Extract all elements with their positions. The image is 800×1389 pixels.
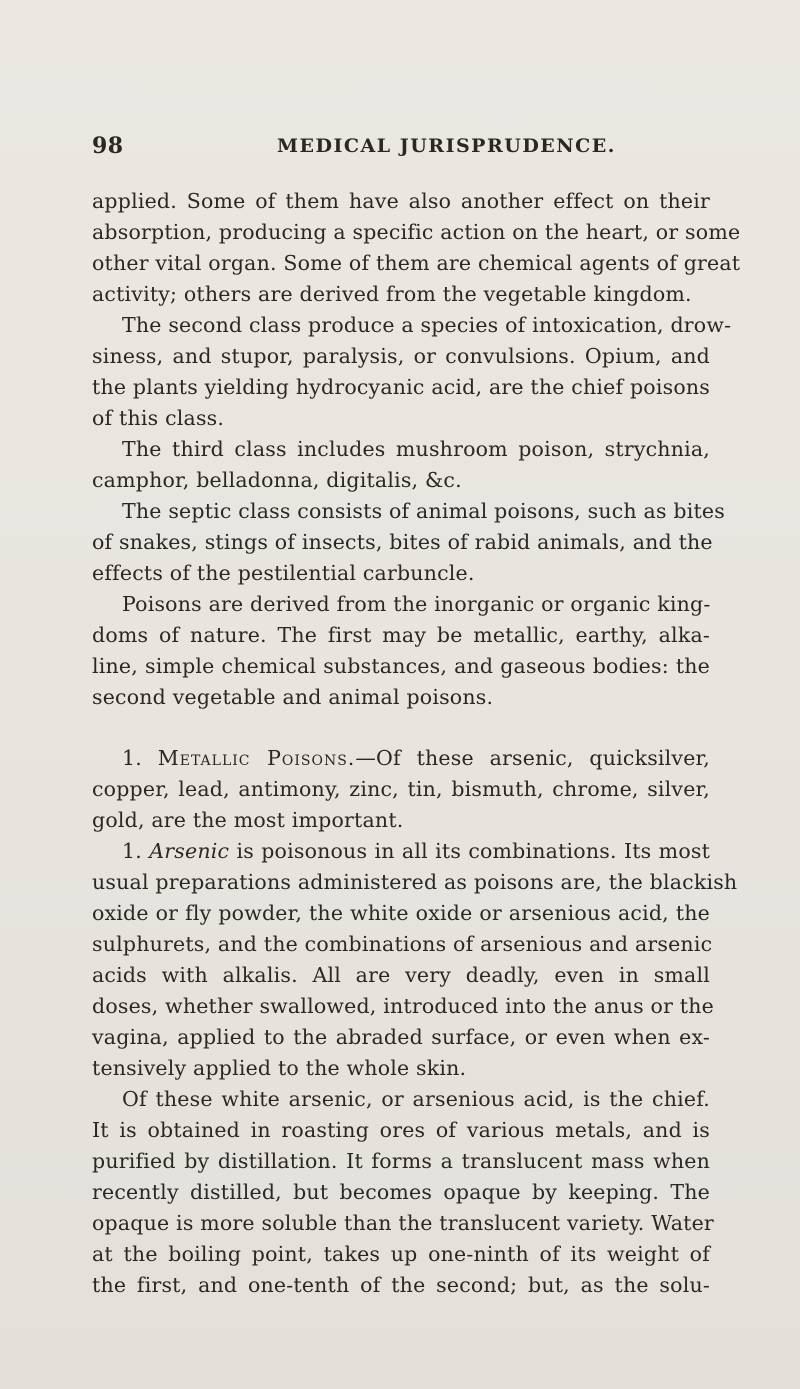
text-line: The septic class consists of animal poisons, such as bites (122, 499, 725, 523)
paragraph (92, 310, 732, 434)
item-number: 1. (122, 839, 142, 863)
text-line: of this class. (92, 406, 225, 430)
text-line: It is obtained in roasting ores of various metals, and is (92, 1118, 710, 1142)
text-line: The third class includes mushroom poison, strychnia, (122, 437, 710, 461)
text-line: purified by distillation. It forms a translucent mass when (92, 1149, 710, 1173)
text-line: the first, and one-tenth of the second; but, as the solu- (92, 1273, 710, 1297)
text-line: of snakes, stings of insects, bites of rabid animals, and the (92, 530, 713, 554)
text-line: copper, lead, antimony, zinc, tin, bismuth, chrome, silver, (92, 777, 710, 801)
paragraph (92, 434, 710, 496)
text-line: siness, and stupor, paralysis, or convulsions. Opium, and (92, 344, 710, 368)
text-line: the plants yielding hydrocyanic acid, are the chief poisons (92, 375, 710, 399)
paragraph-arsenic (92, 836, 738, 1084)
text-line: Of these white arsenic, or arsenious acid, is the chief. (122, 1087, 710, 1111)
section-gap (92, 713, 710, 743)
section-heading: Metallic Poisons. (157, 746, 356, 770)
text-line: other vital organ. Some of them are chemical agents of great (92, 251, 741, 275)
page-number: 98 (92, 133, 124, 159)
text-line (92, 743, 710, 774)
text-line: sulphurets, and the combinations of arsenious and arsenic (92, 932, 713, 956)
text-line: Poisons are derived from the inorganic or organic king- (122, 592, 711, 616)
text-line: line, simple chemical substances, and gaseous bodies: the (92, 654, 710, 678)
text-line: applied. Some of them have also another effect on their (92, 189, 710, 213)
text-line: second vegetable and animal poisons. (92, 685, 494, 709)
italic-term: Arsenic (149, 839, 230, 863)
running-head: MEDICAL JURISPRUDENCE. (277, 135, 616, 157)
text-line: activity; others are derived from the vegetable kingdom. (92, 282, 692, 306)
paragraph (92, 496, 725, 589)
text-line: doms of nature. The first may be metallic, earthy, alka- (92, 623, 710, 647)
text-line: at the boiling point, takes up one-ninth of its weight of (92, 1242, 710, 1266)
text-line: tensively applied to the whole skin. (92, 1056, 467, 1080)
text-line: camphor, belladonna, digitalis, &c. (92, 468, 462, 492)
text-line: recently distilled, but becomes opaque by keeping. The (92, 1180, 710, 1204)
section-metallic-poisons (92, 743, 710, 836)
text-line (92, 836, 710, 867)
text-line: usual preparations administered as poisons are, the blackish (92, 870, 738, 894)
paragraph (92, 589, 710, 713)
text-line: The second class produce a species of intoxication, drow- (122, 313, 732, 337)
text-line: doses, whether swallowed, introduced into the anus or the (92, 994, 714, 1018)
text-line: vagina, applied to the abraded surface, or even when ex- (92, 1025, 710, 1049)
section-number: 1. (122, 746, 142, 770)
body-text (92, 186, 741, 1301)
text-fragment: is poisonous in all its combinations. Its most (236, 839, 711, 863)
text-line: gold, are the most important. (92, 808, 404, 832)
text-line: absorption, producing a specific action on the heart, or some (92, 220, 741, 244)
text-line: acids with alkalis. All are very deadly, even in small (92, 963, 710, 987)
text-line: oxide or fly powder, the white oxide or arsenious acid, the (92, 901, 710, 925)
text-line: opaque is more soluble than the translucent variety. Water (92, 1211, 714, 1235)
text-fragment: —Of these arsenic, quicksilver, (355, 746, 711, 770)
text-line: effects of the pestilential carbuncle. (92, 561, 475, 585)
paragraph (92, 1084, 714, 1301)
paragraph (92, 186, 741, 310)
page-header (92, 133, 712, 163)
